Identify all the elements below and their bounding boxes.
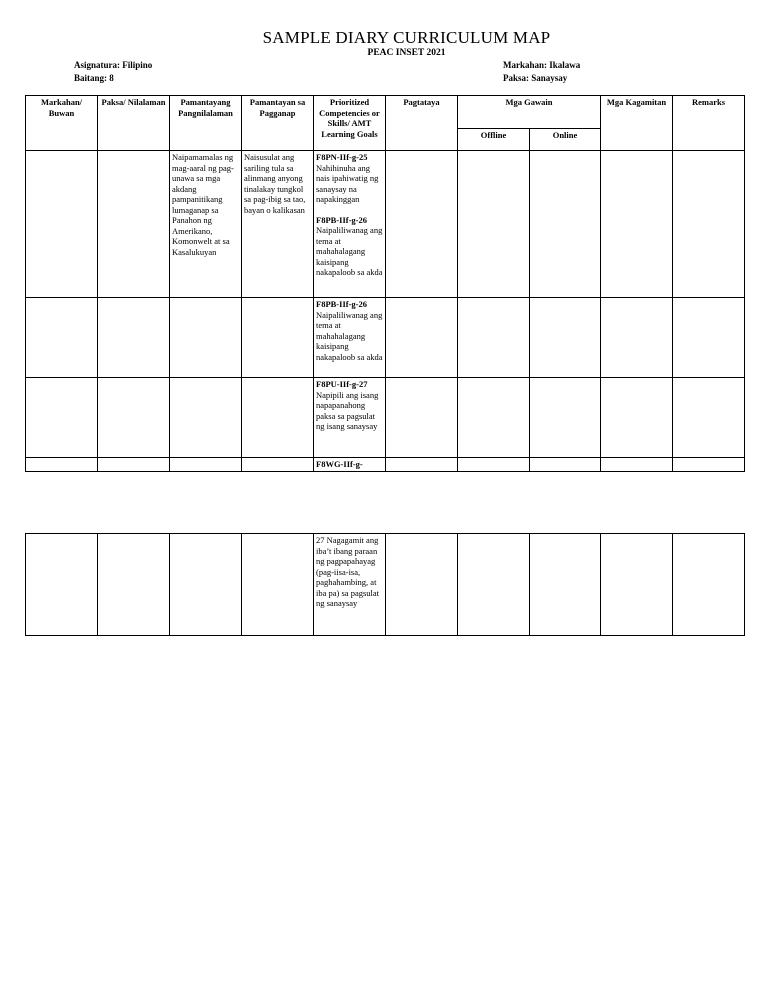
cell-empty: [601, 458, 673, 472]
header-pagtataya: Pagtataya: [386, 96, 458, 151]
competency-text: Naipaliliwanag ang tema at mahahalagang kaisipang nakapaloob sa akda: [316, 309, 383, 362]
cell-empty: [530, 298, 601, 378]
cell-empty: [673, 534, 745, 636]
meta-right: [503, 59, 580, 85]
cell-empty: [170, 458, 242, 472]
header-pamantayan-pagganap: Pamantayan sa Pagganap: [242, 96, 314, 151]
header-paksa: Paksa/ Nilalaman: [98, 96, 170, 151]
cell-empty: [242, 458, 314, 472]
curriculum-map-table: [25, 95, 745, 472]
cell-empty: [386, 534, 458, 636]
cell-empty: [673, 151, 745, 298]
cell-empty: [170, 378, 242, 458]
cell-empty: [458, 298, 530, 378]
competency-text: Naipaliliwanag ang tema at mahahalagang kaisipang nakapaloob sa akda: [316, 225, 383, 277]
cell-empty: [26, 298, 98, 378]
cell-empty: [458, 534, 530, 636]
competency-code: F8PN-IIf-g-25: [316, 152, 368, 162]
meta-left: [74, 59, 152, 85]
cell-empty: [170, 298, 242, 378]
asignatura-label: Asignatura: Filipino: [74, 60, 153, 70]
cell-empty: [458, 378, 530, 458]
competency-code: F8PB-IIf-g-26: [316, 214, 367, 225]
cell-empty: [26, 534, 98, 636]
cell-empty: [26, 458, 98, 472]
cell-empty: [530, 151, 601, 298]
table-row: [26, 458, 745, 472]
header-online: Online: [530, 129, 601, 151]
competency-code: F8PB-IIf-g-26: [316, 299, 367, 309]
competency-code: F8PU-IIf-g-27: [316, 379, 368, 389]
cell-empty: [386, 378, 458, 458]
table-row: [26, 378, 745, 458]
cell-empty: [673, 378, 745, 458]
cell-empty: [242, 378, 314, 458]
cell-empty: [458, 458, 530, 472]
cell-pangnilalaman: Naipamamalas ng mag-aaral ng pag-unawa sa mga akdang pampanitikang lumaganap sa Panahon ng Amerikano, Komonwelt at sa Kasalukuyan: [170, 151, 242, 298]
curriculum-map-table-continued: [25, 533, 745, 636]
header-offline: Offline: [458, 129, 530, 151]
cell-empty: [98, 151, 170, 298]
markahan-label: Markahan: Ikalawa: [503, 60, 581, 70]
table-row: [26, 298, 745, 378]
cell-empty: [386, 151, 458, 298]
cell-empty: [98, 458, 170, 472]
competency-text: Napipili ang isang napapanahong paksa sa pagsulat ng isang sanaysay: [316, 389, 379, 431]
header-kagamitan: Mga Kagamitan: [601, 96, 673, 151]
cell-empty: [386, 458, 458, 472]
header-pamantayang-pangnilalaman: Pamantayang Pangnilalaman: [170, 96, 242, 151]
cell-empty: [170, 534, 242, 636]
table-row: [26, 534, 745, 636]
cell-empty: [98, 534, 170, 636]
cell-empty: [530, 458, 601, 472]
cell-empty: [530, 534, 601, 636]
cell-empty: [242, 534, 314, 636]
cell-empty: [458, 151, 530, 298]
cell-empty: [386, 298, 458, 378]
cell-competencies: [314, 151, 386, 298]
cell-empty: [242, 298, 314, 378]
competency-text: Nahihinuha ang nais ipahiwatig ng sanaysay na napakinggan: [316, 162, 379, 204]
cell-empty: [673, 298, 745, 378]
cell-competencies: [314, 298, 386, 378]
cell-empty: [98, 378, 170, 458]
cell-empty: [601, 151, 673, 298]
table-row: [26, 151, 745, 298]
cell-empty: [673, 458, 745, 472]
header-markahan: Markahan/ Buwan: [26, 96, 98, 151]
cell-empty: [98, 298, 170, 378]
cell-competencies: 27 Nagagamit ang iba’t ibang paraan ng pagpapahayag (pag-iisa-isa, paghahambing, at iba pa) sa pagsulat ng sanaysay: [314, 534, 386, 636]
cell-empty: [530, 378, 601, 458]
cell-empty: [601, 534, 673, 636]
cell-pagganap: Naisusulat ang sariling tula sa alinmang anyong tinalakay tungkol sa pag-ibig sa tao, bayan o kalikasan: [242, 151, 314, 298]
cell-empty: [601, 298, 673, 378]
cell-competencies: [314, 378, 386, 458]
cell-empty: [601, 378, 673, 458]
document-subtitle: PEAC INSET 2021: [367, 48, 446, 58]
header-mga-gawain: Mga Gawain: [458, 96, 601, 129]
header-remarks: Remarks: [673, 96, 745, 151]
header-prioritized-competencies: Prioritized Competencies or Skills/ AMT Learning Goals: [314, 96, 386, 151]
baitang-label: Baitang: 8: [74, 73, 114, 83]
competency-code: F8WG-IIf-g-: [314, 458, 386, 472]
cell-empty: [26, 151, 98, 298]
paksa-label: Paksa: Sanaysay: [503, 73, 568, 83]
cell-empty: [26, 378, 98, 458]
document-title: SAMPLE DIARY CURRICULUM MAP: [262, 28, 551, 47]
